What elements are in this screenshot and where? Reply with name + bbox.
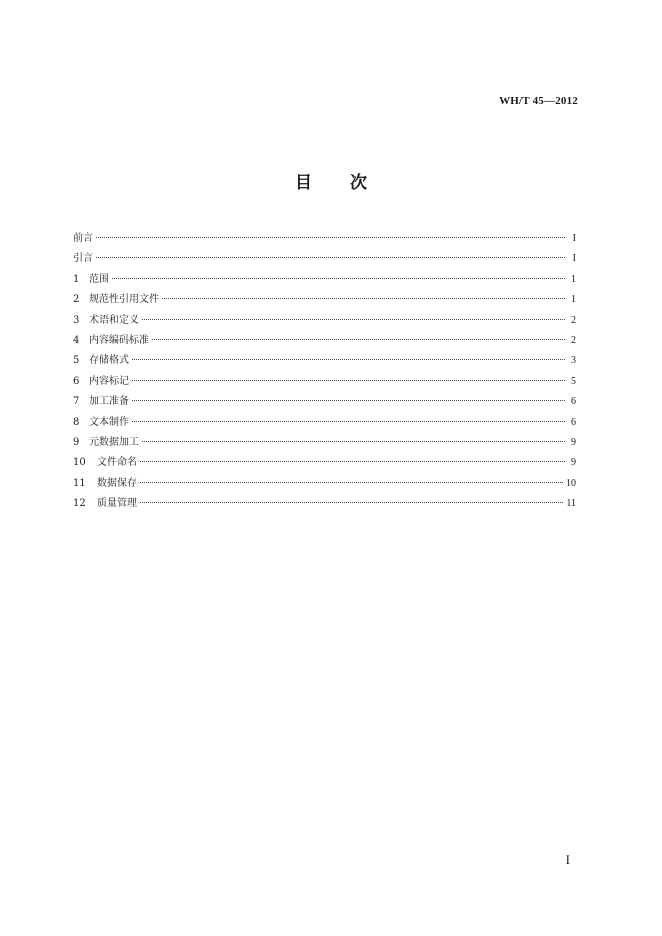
toc-page: 6 bbox=[571, 416, 576, 428]
toc-label: 范围 bbox=[89, 273, 109, 285]
toc-page: 9 bbox=[571, 457, 576, 469]
toc-label: 元数据加工 bbox=[89, 436, 139, 448]
toc-number: 10 bbox=[73, 457, 86, 469]
toc-entry-12[interactable] bbox=[73, 494, 576, 514]
toc-page: 10 bbox=[566, 477, 576, 489]
standard-code: WH/T 45—2012 bbox=[499, 95, 578, 107]
dot-leader bbox=[132, 421, 565, 422]
toc-label: 文件命名 bbox=[97, 457, 137, 469]
dot-leader bbox=[162, 298, 565, 299]
toc-page: 9 bbox=[571, 436, 576, 448]
dot-leader bbox=[140, 502, 563, 503]
toc-entry-11[interactable] bbox=[73, 474, 576, 494]
toc-entry-2[interactable] bbox=[73, 290, 576, 310]
toc-number: 12 bbox=[73, 498, 86, 510]
toc-entry-5[interactable] bbox=[73, 351, 576, 371]
toc-entry-6[interactable] bbox=[73, 372, 576, 392]
toc-page: 2 bbox=[571, 334, 576, 346]
toc-entry-8[interactable] bbox=[73, 413, 576, 433]
dot-leader bbox=[142, 319, 565, 320]
title-char-1: 目 bbox=[295, 173, 312, 193]
toc-number: 2 bbox=[73, 294, 80, 306]
toc-entry-foreword[interactable] bbox=[73, 229, 576, 249]
dot-leader bbox=[96, 257, 565, 258]
toc-label: 术语和定义 bbox=[89, 314, 139, 326]
dot-leader bbox=[96, 237, 565, 238]
toc-page: 3 bbox=[571, 355, 576, 367]
toc-label: 加工准备 bbox=[89, 396, 129, 408]
toc-page: 1 bbox=[571, 273, 576, 285]
toc-entry-9[interactable] bbox=[73, 433, 576, 453]
toc-page: I bbox=[572, 253, 576, 265]
page-title bbox=[0, 168, 662, 193]
toc-label: 引言 bbox=[73, 253, 93, 265]
toc-label: 规范性引用文件 bbox=[89, 294, 159, 306]
toc-label: 数据保存 bbox=[97, 477, 137, 489]
toc-entry-4[interactable] bbox=[73, 331, 576, 351]
dot-leader bbox=[132, 359, 565, 360]
toc-label: 存储格式 bbox=[89, 355, 129, 367]
toc-number: 7 bbox=[73, 396, 80, 408]
toc-entry-introduction[interactable] bbox=[73, 249, 576, 269]
toc-page: 1 bbox=[571, 294, 576, 306]
table-of-contents bbox=[73, 229, 576, 514]
toc-number: 1 bbox=[73, 273, 80, 285]
toc-label: 内容编码标准 bbox=[89, 334, 149, 346]
toc-entry-1[interactable] bbox=[73, 270, 576, 290]
toc-entry-10[interactable] bbox=[73, 453, 576, 473]
dot-leader bbox=[132, 380, 565, 381]
dot-leader bbox=[112, 278, 565, 279]
toc-number: 3 bbox=[73, 314, 80, 326]
dot-leader bbox=[142, 441, 565, 442]
dot-leader bbox=[140, 461, 565, 462]
toc-page: 2 bbox=[571, 314, 576, 326]
toc-number: 6 bbox=[73, 375, 80, 387]
dot-leader bbox=[132, 400, 565, 401]
dot-leader bbox=[140, 482, 563, 483]
toc-number: 8 bbox=[73, 416, 80, 428]
toc-entry-7[interactable] bbox=[73, 392, 576, 412]
toc-label: 内容标记 bbox=[89, 375, 129, 387]
toc-entry-3[interactable] bbox=[73, 311, 576, 331]
toc-number: 5 bbox=[73, 355, 80, 367]
toc-label: 质量管理 bbox=[97, 498, 137, 510]
toc-page: 6 bbox=[571, 396, 576, 408]
toc-number: 11 bbox=[73, 477, 86, 489]
toc-page: 11 bbox=[566, 498, 576, 510]
toc-page: 5 bbox=[571, 375, 576, 387]
toc-label: 前言 bbox=[73, 233, 93, 244]
page-number: I bbox=[565, 852, 570, 867]
toc-label: 文本制作 bbox=[89, 416, 129, 428]
toc-page: I bbox=[572, 233, 576, 244]
toc-number: 9 bbox=[73, 436, 80, 448]
title-char-2: 次 bbox=[350, 173, 367, 193]
toc-number: 4 bbox=[73, 334, 80, 346]
dot-leader bbox=[152, 339, 565, 340]
